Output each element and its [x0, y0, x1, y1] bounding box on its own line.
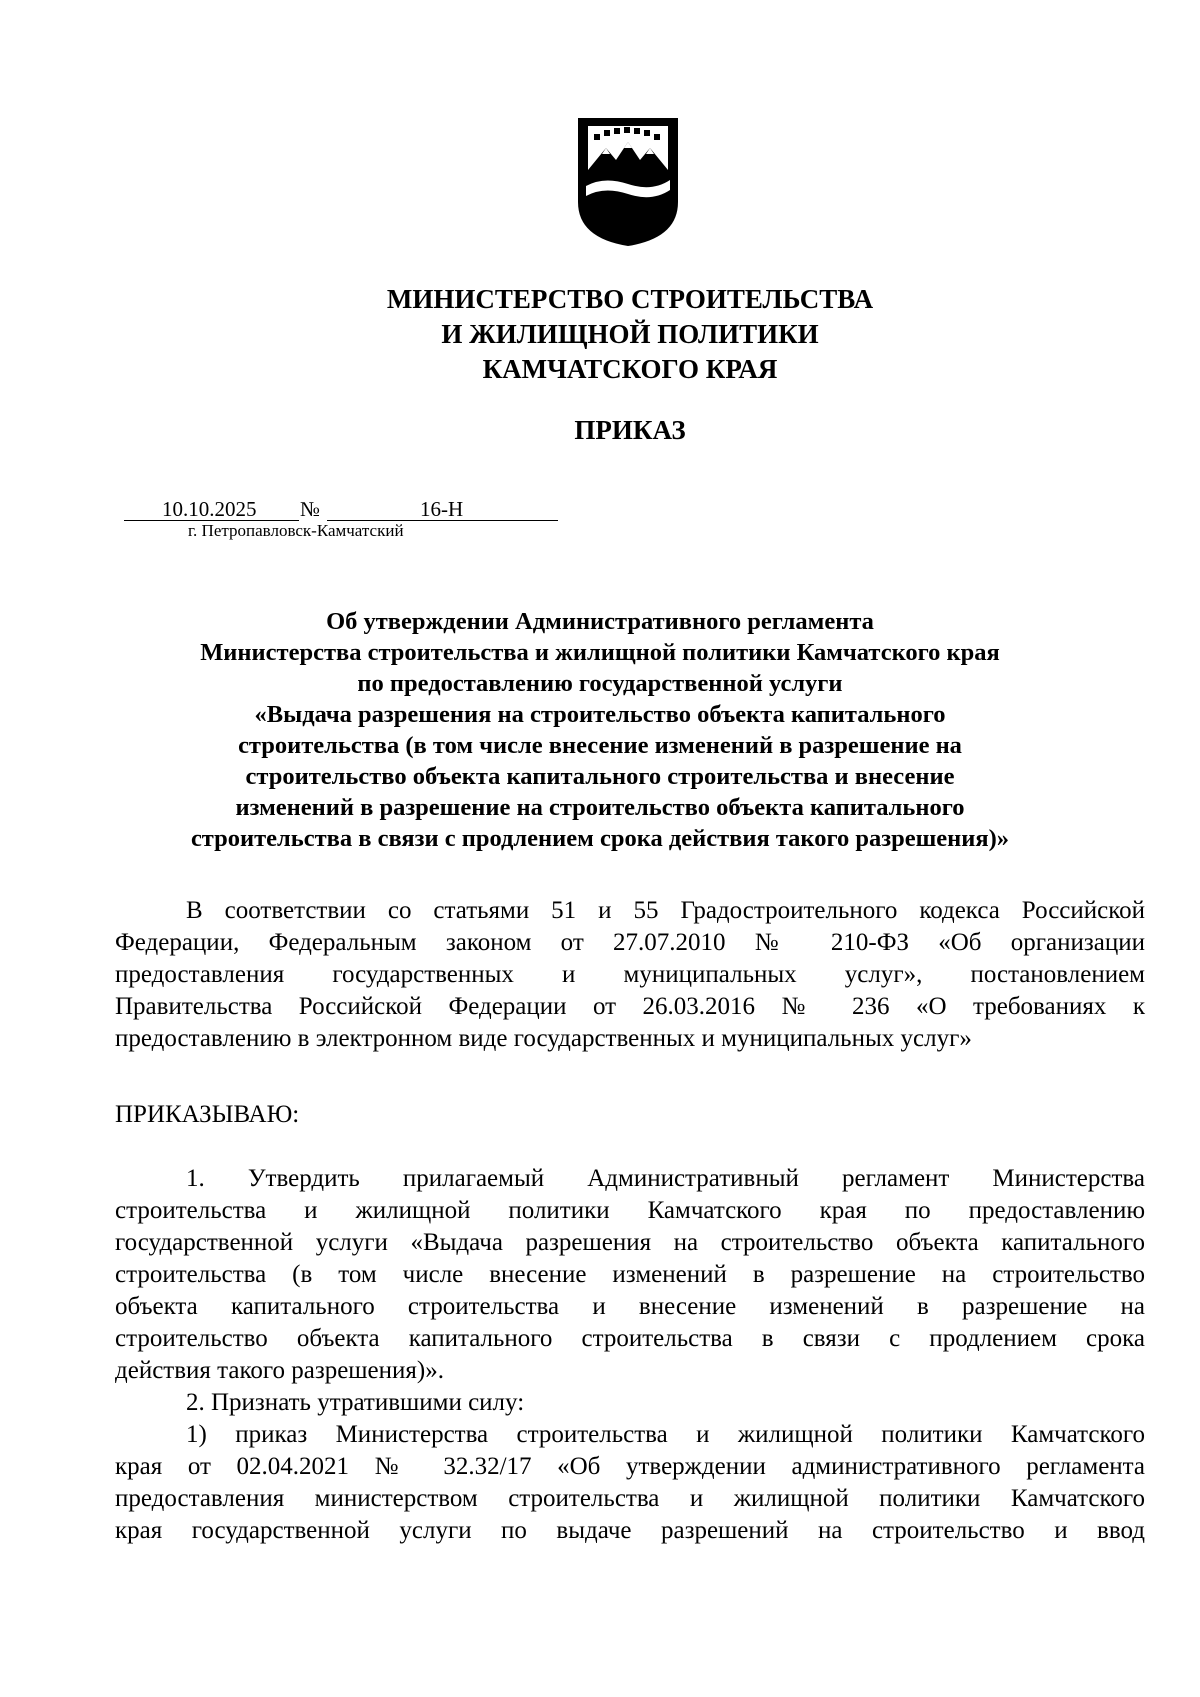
title-line: изменений в разрешение на строительство объекта капитального	[235, 794, 965, 821]
order-directive: ПРИКАЗЫВАЮ:	[115, 1101, 300, 1128]
org-name-line: МИНИСТЕРСТВО СТРОИТЕЛЬСТВА	[386, 284, 874, 314]
text-line: 1) приказ Министерства строительства и жилищной политики Камчатского	[186, 1421, 1145, 1448]
org-name-line: И ЖИЛИЩНОЙ ПОЛИТИКИ	[441, 319, 819, 349]
text-line: действия такого разрешения)».	[115, 1357, 444, 1384]
text-line: строительства (в том числе внесение изменений в разрешение на строительство	[115, 1261, 1145, 1288]
title-line: строительства (в том числе внесение изменений в разрешение на	[238, 732, 962, 759]
org-name-line: КАМЧАТСКОГО КРАЯ	[482, 354, 778, 384]
document-date: 10.10.2025	[162, 497, 257, 521]
document-title	[0, 606, 1200, 854]
text-line: Правительства Российской Федерации от 26.03.2016 № 236 «О требованиях к	[115, 993, 1145, 1020]
text-line: предоставлению в электронном виде государственных и муниципальных услуг»	[115, 1025, 972, 1052]
city-name: г. Петропавловск-Камчатский	[188, 521, 404, 540]
title-line: Министерства строительства и жилищной политики Камчатского края	[200, 639, 1000, 666]
title-line: по предоставлению государственной услуги	[357, 670, 843, 697]
title-line: «Выдача разрешения на строительство объекта капитального	[254, 701, 946, 728]
kamchatka-coat-of-arms-emblem	[574, 110, 682, 248]
preamble-paragraph	[115, 895, 1145, 1055]
text-line: 2. Признать утратившими силу:	[186, 1389, 525, 1416]
text-line: государственной услуги «Выдача разрешения на строительство объекта капитального	[115, 1229, 1145, 1256]
text-line: строительство объекта капитального строительства в связи с продлением срока	[115, 1325, 1145, 1352]
order-items	[115, 1163, 1145, 1547]
document-number: 16-Н	[420, 497, 464, 521]
text-line: предоставления министерством строительства и жилищной политики Камчатского	[115, 1485, 1145, 1512]
text-line: края государственной услуги по выдаче разрешений на строительство и ввод	[115, 1517, 1145, 1544]
date-number-line	[124, 497, 558, 521]
text-line: 1. Утвердить прилагаемый Административный регламент Министерства	[186, 1165, 1145, 1192]
text-line: строительства и жилищной политики Камчатского края по предоставлению	[115, 1197, 1145, 1224]
text-line: Федерации, Федеральным законом от 27.07.2010 № 210-ФЗ «Об организации	[115, 929, 1145, 956]
title-line: Об утверждении Административного регламента	[326, 608, 874, 635]
title-line: строительства в связи с продлением срока действия такого разрешения)»	[190, 825, 1010, 852]
text-line: объекта капитального строительства и внесение изменений в разрешение на	[115, 1293, 1145, 1320]
text-line: края от 02.04.2021 № 32.32/17 «Об утверждении административного регламента	[115, 1453, 1145, 1480]
text-line: В соответствии со статьями 51 и 55 Градостроительного кодекса Российской	[186, 897, 1145, 924]
number-sign: №	[300, 497, 321, 521]
title-line: строительство объекта капитального строительства и внесение	[245, 763, 955, 790]
organization-name	[0, 282, 1200, 387]
document-type: ПРИКАЗ	[574, 415, 686, 445]
text-line: предоставления государственных и муниципальных услуг», постановлением	[115, 961, 1145, 988]
